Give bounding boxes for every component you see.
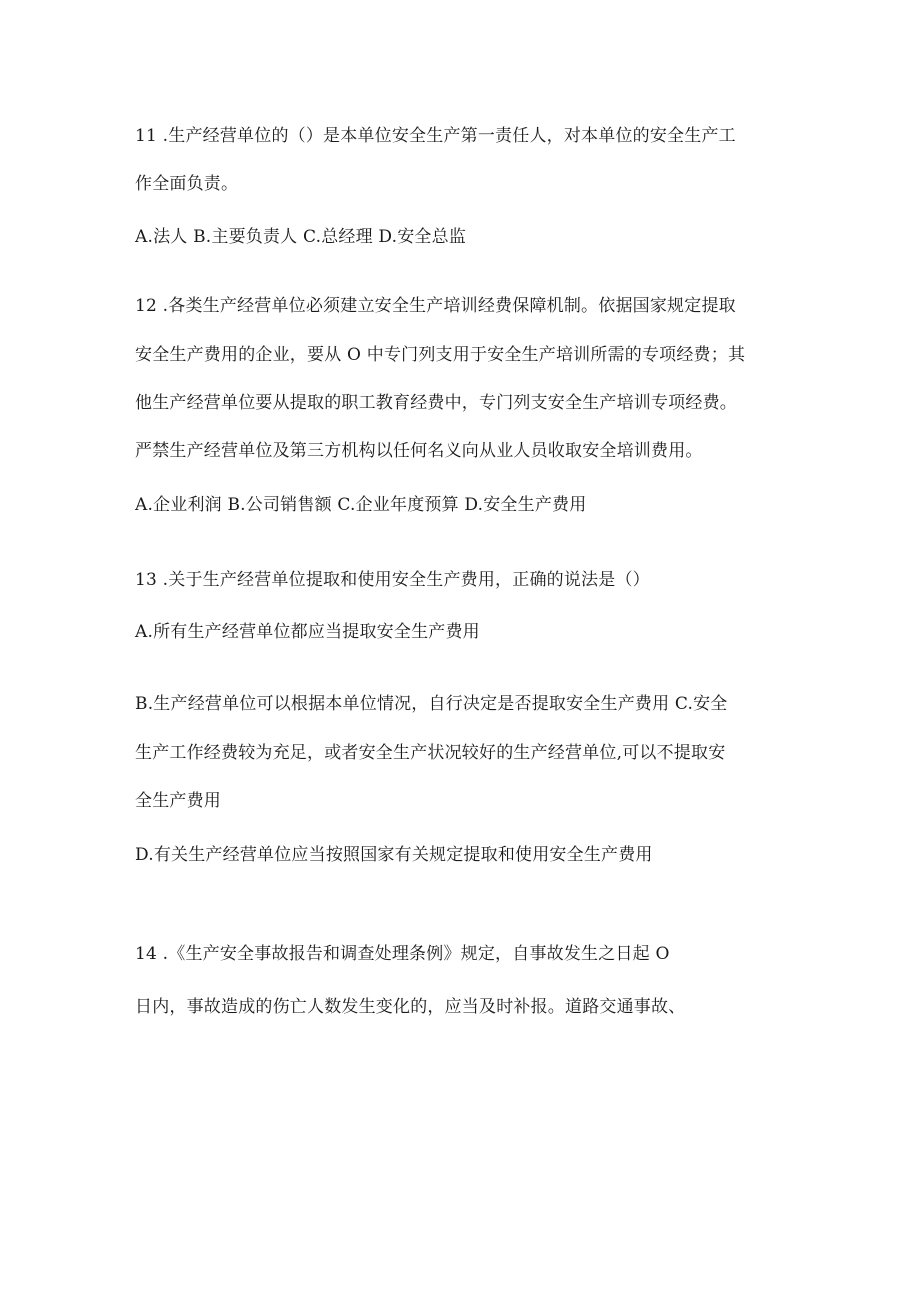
q12-stem-line-1: 12 .各类生产经营单位必须建立安全生产培训经费保障机制。依据国家规定提取 [135,296,736,316]
q12-options: A.企业利润 B.公司销售额 C.企业年度预算 D.安全生产费用 [135,495,587,515]
q14-stem-line-1: 14 .《生产安全事故报告和调查处理条例》规定，自事故发生之日起 O [135,944,670,964]
q12-stem-line-2: 安全生产费用的企业，要从 O 中专门列支用于安全生产培训所需的专项经费；其 [135,345,746,365]
q13-option-d: D.有关生产经营单位应当按照国家有关规定提取和使用安全生产费用 [135,845,653,865]
q11-options: A.法人 B.主要负责人 C.总经理 D.安全总监 [135,227,467,247]
q11-stem-line-2: 作全面负责。 [135,174,239,194]
q14-stem-line-2: 日内，事故造成的伤亡人数发生变化的，应当及时补报。道路交通事故、 [135,997,686,1017]
q12-stem-line-4: 严禁生产经营单位及第三方机构以任何名义向从业人员收取安全培训费用。 [135,441,703,461]
q13-option-a: A.所有生产经营单位都应当提取安全生产费用 [135,622,480,642]
q13-stem-line-1: 13 .关于生产经营单位提取和使用安全生产费用，正确的说法是（） [135,570,650,590]
q12-stem-line-3: 他生产经营单位要从提取的职工教育经费中，专门列支安全生产培训专项经费。 [135,393,737,413]
q13-option-c-line-1: 生产工作经费较为充足，或者安全生产状况较好的生产经营单位,可以不提取安 [135,743,726,763]
q13-option-c-line-2: 全生产费用 [135,791,221,811]
q11-stem-line-1: 11 .生产经营单位的（）是本单位安全生产第一责任人，对本单位的安全生产工 [135,126,736,146]
q13-option-b-line-1: B.生产经营单位可以根据本单位情况，自行决定是否提取安全生产费用 C.安全 [135,694,728,714]
